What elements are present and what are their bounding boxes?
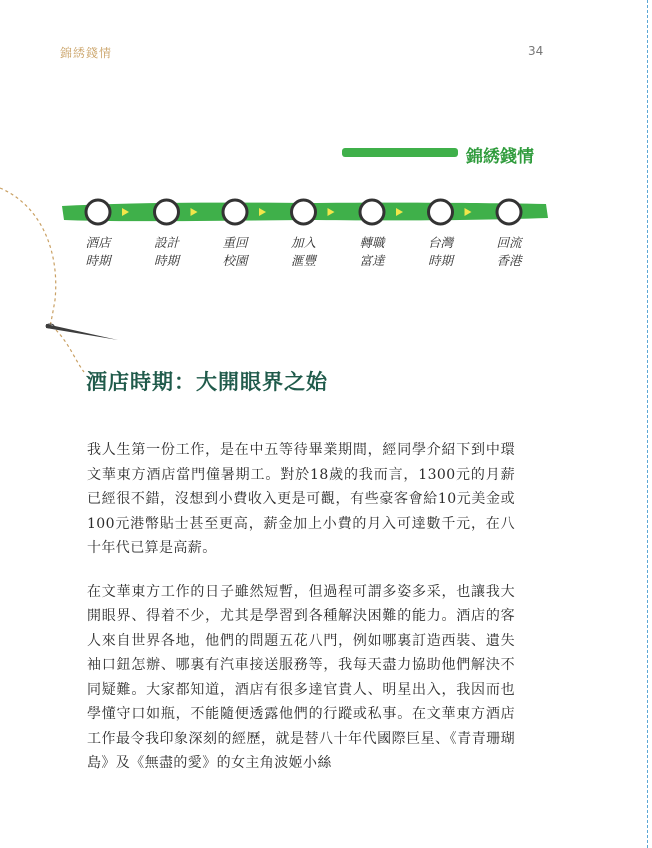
paragraph-1: 我人生第一份工作，是在中五等待畢業期間，經同學介紹下到中環文華東方酒店當門僮暑期工。對於18歲的我而言，1300元的月薪已經很不錯，沒想到小費收入更是可觀，有些豪客會給10元美金或100元港幣貼士甚至更高，薪金加上小費的月入可達數千元，在八十年代已算是高薪。	[87, 442, 515, 556]
timeline-stage-label	[409, 234, 473, 270]
stage-label-line2: 時期	[85, 253, 111, 268]
chapter-title: 酒店時期：大開眼界之始	[86, 369, 328, 394]
stage-label-line2: 校園	[222, 253, 248, 268]
timeline-node-7	[497, 200, 521, 224]
stage-label-line2: 香港	[496, 253, 522, 268]
stage-label-line2: 時期	[153, 253, 179, 268]
timeline-node-6	[429, 200, 453, 224]
timeline-stage-label	[340, 234, 404, 270]
stage-label-line1: 酒店	[85, 235, 111, 250]
body-text	[87, 438, 515, 795]
timeline-node-4	[292, 200, 316, 224]
timeline-node-5	[360, 200, 384, 224]
stage-label-line1: 加入	[290, 235, 316, 250]
timeline-stage-label	[477, 234, 541, 270]
timeline-node-3	[223, 200, 247, 224]
timeline-stage-label	[272, 234, 336, 270]
timeline-node-2	[155, 200, 179, 224]
timeline-stage-label	[66, 234, 130, 270]
timeline-node-1	[86, 200, 110, 224]
dashed-thread-tail	[56, 330, 84, 372]
stage-label-line2: 富達	[359, 253, 385, 268]
stage-label-line1: 設計	[153, 235, 179, 250]
career-timeline	[56, 190, 556, 235]
stage-label-line1: 回流	[496, 235, 522, 250]
page-number: 34	[528, 44, 544, 58]
stage-label-line2: 時期	[427, 253, 453, 268]
legend-label: 錦綉錢情	[466, 147, 534, 167]
running-head: 錦綉錢情	[60, 46, 113, 60]
timeline-stage-label	[135, 234, 199, 270]
stage-label-line1: 台灣	[427, 235, 453, 250]
timeline-stage-label	[203, 234, 267, 270]
stage-label-line1: 重回	[222, 235, 248, 250]
dashed-thread	[0, 188, 56, 326]
paragraph-2: 在文華東方工作的日子雖然短暫，但過程可謂多姿多采，也讓我大開眼界、得着不少，尤其是學習到各種解決困難的能力。酒店的客人來自世界各地，他們的問題五花八門，例如哪裏訂造西裝、遺失袖口鈕怎辦、哪裏有汽車接送服務等，我每天盡力協助他們解決不同疑難。大家都知道，酒店有很多達官貴人、明星出入，我因而也學懂守口如瓶，不能隨便透露他們的行蹤或私事。在文華東方酒店工作最令我印象深刻的經歷，就是替八十年代國際巨星、《青青珊瑚島》及《無盡的愛》的女主角波姬小絲	[87, 583, 515, 771]
stage-label-line2: 滙豐	[290, 253, 316, 268]
needle-icon	[46, 324, 118, 340]
legend-bar	[342, 148, 458, 157]
stage-label-line1: 轉職	[359, 235, 385, 250]
